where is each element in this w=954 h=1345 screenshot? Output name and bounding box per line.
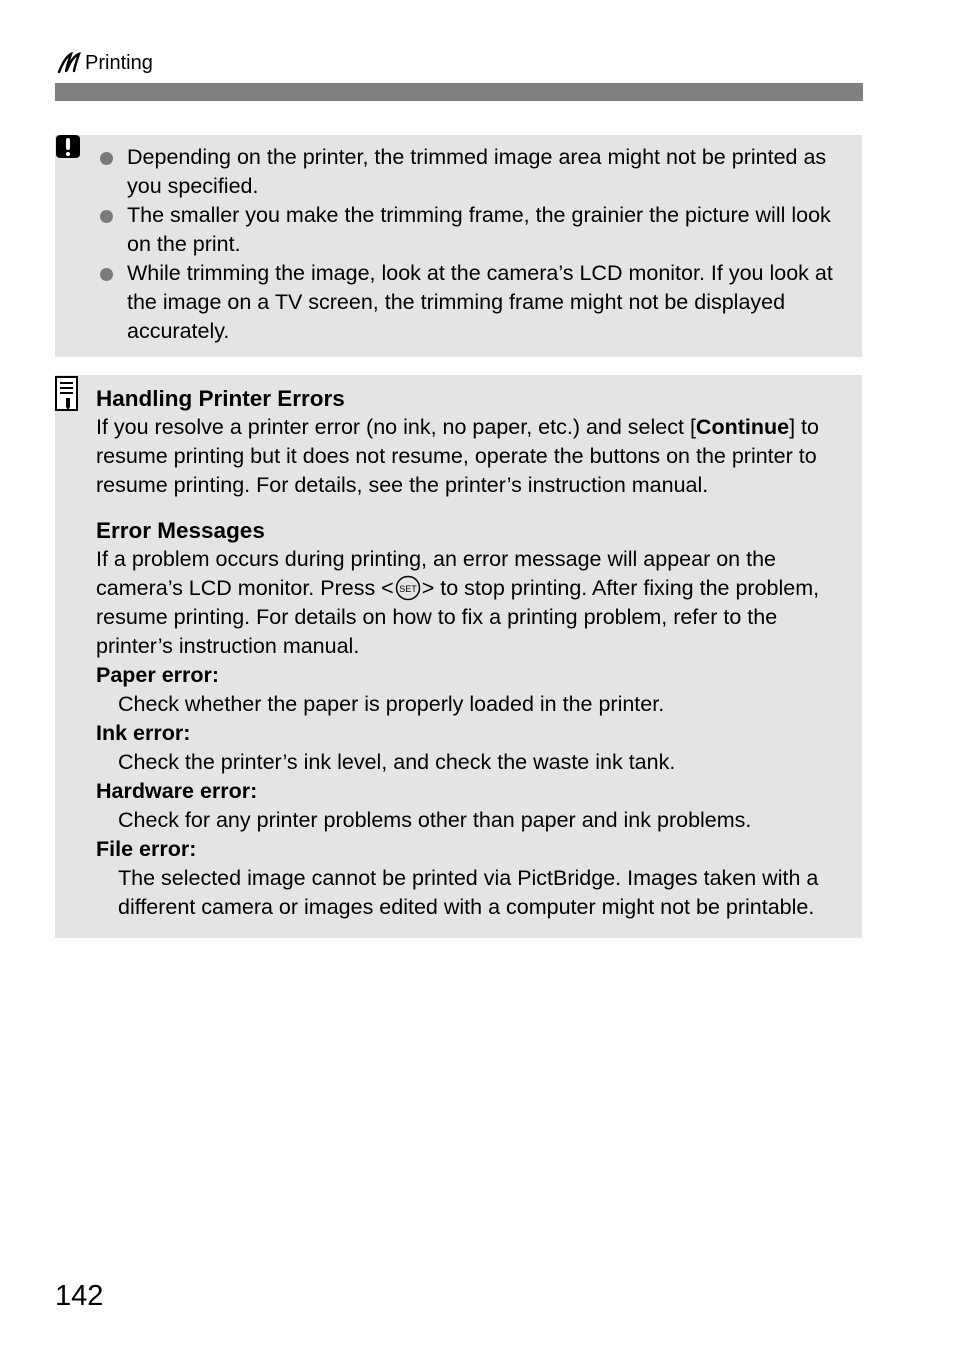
note-content [96,384,848,922]
bullet-icon [100,152,113,165]
set-button-icon [395,575,421,601]
error-desc: The selected image cannot be printed via PictBridge. Images taken with a different camera or images edited with a computer might not be printable. [118,866,819,919]
bullet-icon [100,268,113,281]
caution-item: The smaller you make the trimming frame, the grainier the picture will look on the print. [99,201,848,259]
page-header [57,50,153,76]
errors-paragraph: If a problem occurs during printing, an error message will appear on the camera’s LCD monitor. Press < SET > to stop printing. After fixing the problem, resume printing. For details on how to fix a printing problem, refer to the printer’s instruction manual. [96,547,820,658]
handling-paragraph: If you resolve a printer error (no ink, no paper, etc.) and select [Continue] to resume printing but it does not resume, operate the buttons on the printer to resume printing. For details, see the printer’s instruction manual. [96,415,819,497]
caution-icon [53,134,83,164]
errors-heading: Error Messages [96,518,265,543]
error-term: File error: [96,837,197,861]
page-number: 142 [55,1280,104,1312]
caution-list [99,143,848,346]
caution-item: While trimming the image, look at the camera’s LCD monitor. If you look at the image on a TV screen, the trimming frame might not be displayed accurately. [99,259,848,346]
continue-label: Continue [695,415,790,439]
error-item [96,835,848,922]
error-term: Ink error: [96,721,191,745]
error-item [96,777,848,835]
memo-icon [55,376,79,412]
note-box [55,375,862,938]
printer-icon [57,52,81,74]
error-item [96,719,848,777]
error-desc: Check for any printer problems other than paper and ink problems. [118,808,752,832]
error-term: Paper error: [96,663,220,687]
error-desc: Check whether the paper is properly loaded in the printer. [118,692,665,716]
caution-item: Depending on the printer, the trimmed image area might not be printed as you specified. [99,143,848,201]
svg-text:SET: SET [398,584,417,594]
caution-box [55,135,862,357]
section-title: Printing [85,51,153,74]
error-desc: Check the printer’s ink level, and check the waste ink tank. [118,750,676,774]
error-term: Hardware error: [96,779,258,803]
bullet-icon [100,210,113,223]
handling-heading: Handling Printer Errors [96,386,345,411]
header-rule [55,83,863,101]
error-item [96,661,848,719]
